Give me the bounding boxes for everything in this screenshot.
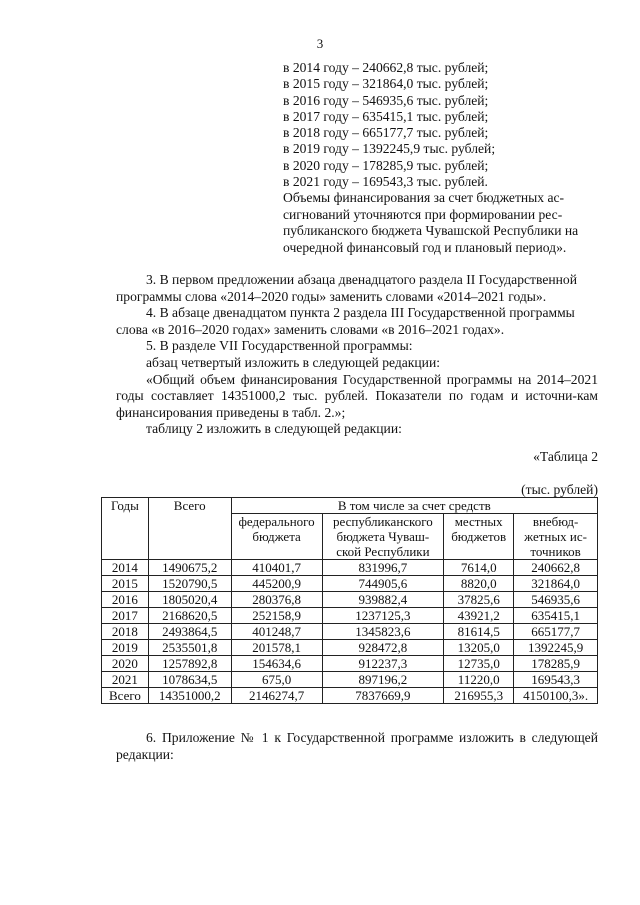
header-federal: федерального бюджета [231,514,322,560]
item-3: 3. В первом предложении абзаца двенадцатого раздела II Государственной [146,272,577,287]
cell-offbudget: 665177,7 [514,624,598,640]
cell-year: 2014 [102,560,149,576]
funding-note-line: Объемы финансирования за счет бюджетных ас- [283,190,565,205]
cell-total: 2168620,5 [148,608,231,624]
cell-federal: 675,0 [231,672,322,688]
cell-local: 43921,2 [444,608,514,624]
funding-line: в 2019 году – 1392245,9 тыс. рублей; [283,141,496,157]
cell-offbudget: 240662,8 [514,560,598,576]
cell-total: 14351000,2 [148,688,231,704]
cell-year: 2021 [102,672,149,688]
cell-total: 1257892,8 [148,656,231,672]
header-including: В том числе за счет средств [231,498,597,514]
funding-note-line: публиканского бюджета Чувашской Республики на [283,223,579,239]
cell-local: 13205,0 [444,640,514,656]
item-4: 4. В абзаце двенадцатом пункта 2 раздела III Государственной программы [146,305,575,321]
cell-offbudget: 169543,3 [514,672,598,688]
cell-offbudget: 4150100,3». [514,688,598,704]
cell-year: 2016 [102,592,149,608]
cell-year: 2019 [102,640,149,656]
cell-federal: 401248,7 [231,624,322,640]
table-row [102,624,598,640]
table-row [102,656,598,672]
cell-republic: 928472,8 [322,640,444,656]
cell-federal: 410401,7 [231,560,322,576]
item-5: 5. В разделе VII Государственной программы: [146,338,413,354]
cell-local: 81614,5 [444,624,514,640]
cell-local: 37825,6 [444,592,514,608]
funding-line: в 2018 году – 665177,7 тыс. рублей; [283,125,489,141]
cell-year: 2018 [102,624,149,640]
funding-line: в 2021 году – 169543,3 тыс. рублей. [283,174,488,190]
table-row [102,592,598,608]
cell-local: 8820,0 [444,576,514,592]
cell-republic: 939882,4 [322,592,444,608]
header-local: местных бюджетов [444,514,514,560]
header-offbudget: внебюд-жетных ис-точников [514,514,598,560]
item-6-block [116,730,598,763]
funding-line: в 2014 году – 240662,8 тыс. рублей; [283,60,489,75]
cell-republic: 831996,7 [322,560,444,576]
item-5-quote: «Общий объем финансирования Государственной программы на 2014–2021 годы составляет 14351000,2 тыс. рублей. Показатели по годам и источни-кам финансирования приведены в табл. 2.»; [116,371,598,420]
header-republic: республиканского бюджета Чуваш-ской Республики [322,514,444,560]
cell-year: 2020 [102,656,149,672]
table-row [102,608,598,624]
cell-republic: 912237,3 [322,656,444,672]
funding-note-line: сигнований уточняются при формировании рес- [283,206,563,222]
table-row [102,640,598,656]
item-5-table-instruction: таблицу 2 изложить в следующей редакции: [146,421,402,437]
cell-total: 1520790,5 [148,576,231,592]
funding-line: в 2015 году – 321864,0 тыс. рублей; [283,76,489,92]
funding-note [283,190,597,256]
header-total: Всего [148,498,231,560]
cell-republic: 744905,6 [322,576,444,592]
cell-year: 2017 [102,608,149,624]
table-body [102,560,598,704]
cell-total: 2535501,8 [148,640,231,656]
cell-local: 11220,0 [444,672,514,688]
page-number: 3 [316,36,324,51]
cell-federal: 252158,9 [231,608,322,624]
cell-federal: 280376,8 [231,592,322,608]
cell-offbudget: 546935,6 [514,592,598,608]
cell-republic: 1345823,6 [322,624,444,640]
table-unit: (тыс. рублей) [521,482,598,497]
item-3-continuation: программы слова «2014–2020 годы» заменить словами «2014–2021 годы». [116,288,547,304]
cell-offbudget: 321864,0 [514,576,598,592]
cell-local: 12735,0 [444,656,514,672]
item-6: 6. Приложение № 1 к Государственной программе изложить в следующей редакции: [116,730,598,762]
cell-republic: 7837669,9 [322,688,444,704]
cell-year: Всего [102,688,149,704]
cell-total: 1078634,5 [148,672,231,688]
cell-year: 2015 [102,576,149,592]
funding-line: в 2016 году – 546935,6 тыс. рублей; [283,92,489,108]
financing-table [101,497,598,704]
table-row [102,560,598,576]
cell-total: 1805020,4 [148,592,231,608]
cell-offbudget: 1392245,9 [514,640,598,656]
cell-federal: 2146274,7 [231,688,322,704]
item-4-continuation: слова «в 2016–2020 годах» заменить словами «в 2016–2021 годах». [116,321,505,337]
funding-note-line: очередной финансовый год и плановый период». [283,239,567,255]
cell-total: 1490675,2 [148,560,231,576]
cell-local: 216955,3 [444,688,514,704]
table-row [102,672,598,688]
funding-line: в 2017 году – 635415,1 тыс. рублей; [283,108,489,124]
funding-line: в 2020 году – 178285,9 тыс. рублей; [283,157,489,173]
cell-federal: 154634,6 [231,656,322,672]
item-5-paragraph-instruction: абзац четвертый изложить в следующей редакции: [146,354,441,370]
header-years: Годы [102,498,149,560]
cell-offbudget: 635415,1 [514,608,598,624]
cell-total: 2493864,5 [148,624,231,640]
cell-offbudget: 178285,9 [514,656,598,672]
funding-by-year-list [283,60,603,190]
table-caption: «Таблица 2 [533,449,598,464]
cell-republic: 897196,2 [322,672,444,688]
table-row [102,688,598,704]
cell-republic: 1237125,3 [322,608,444,624]
cell-federal: 445200,9 [231,576,322,592]
cell-local: 7614,0 [444,560,514,576]
cell-federal: 201578,1 [231,640,322,656]
table-row [102,576,598,592]
amendments-body [116,272,598,438]
